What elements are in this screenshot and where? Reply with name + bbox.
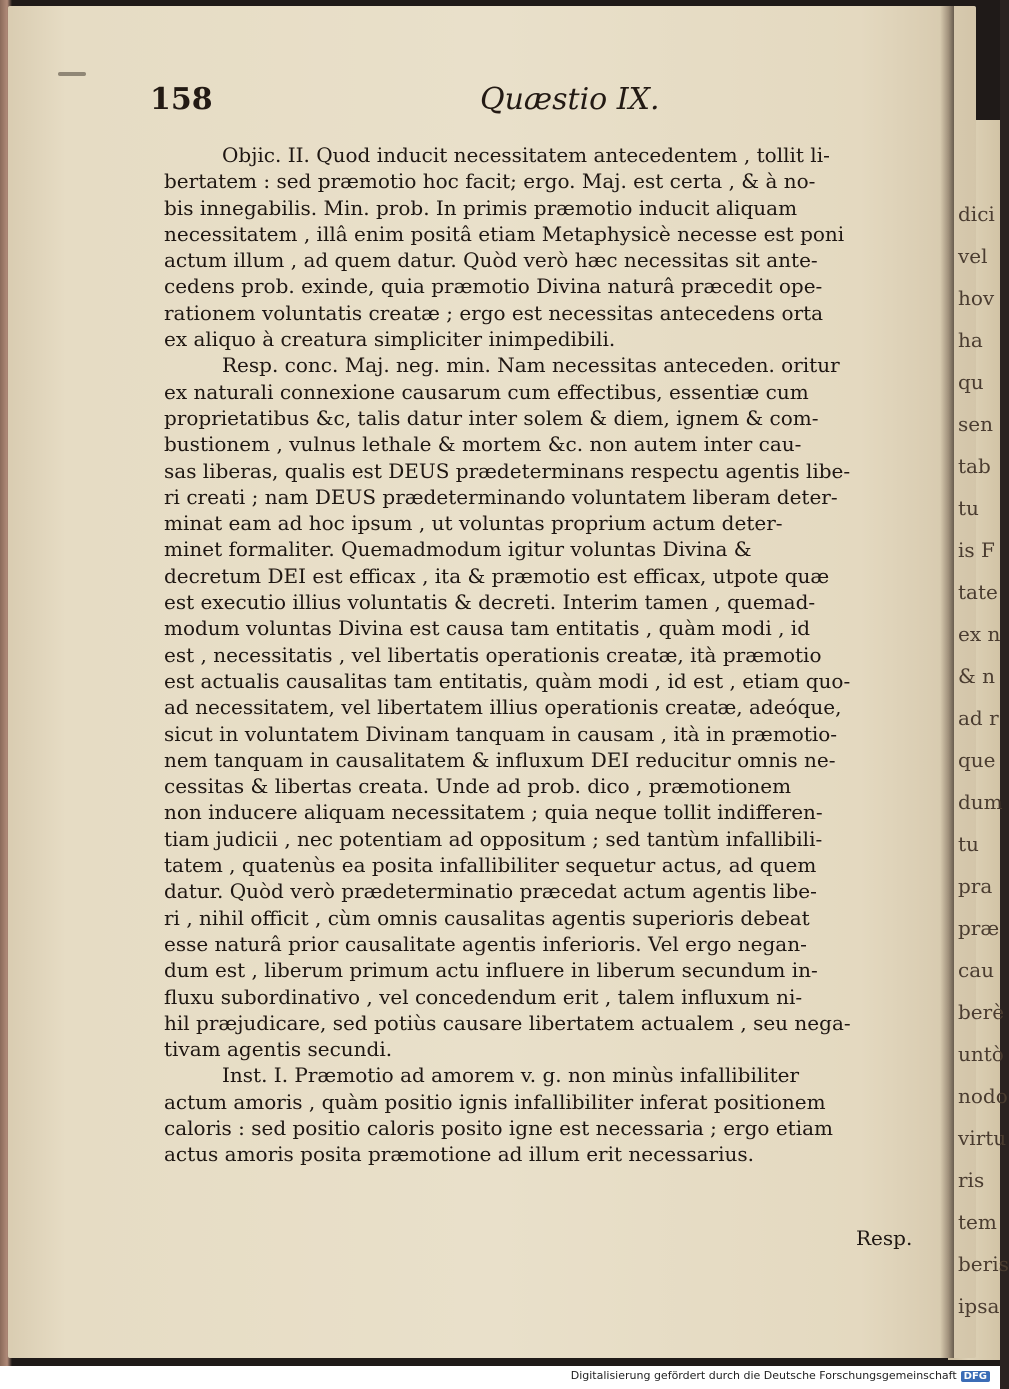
neighbor-fragment: tu <box>958 496 979 520</box>
text-line: cedens prob. exinde, quia præmotio Divina naturâ præcedit ope- <box>164 274 823 299</box>
neighbor-fragment: cau <box>958 958 995 982</box>
text-line: esse naturâ prior causalitate agentis inferioris. Vel ergo negan- <box>164 931 807 956</box>
neighbor-fragment: is F <box>958 538 995 562</box>
paragraph <box>164 352 924 1062</box>
text-line: hil præjudicare, sed potiùs causare libertatem actualem , seu nega- <box>164 1010 851 1035</box>
text-line: datur. Quòd verò prædeterminatio præcedat actum agentis libe- <box>164 879 817 904</box>
text-line: sas liberas, qualis est DEUS prædeterminans respectu agentis libe- <box>164 458 851 483</box>
text-line: Resp. conc. Maj. neg. min. Nam necessitas anteceden. oritur <box>222 353 840 378</box>
text-line: tiam judicii , nec potentiam ad oppositum ; sed tantùm infallibili- <box>164 826 823 851</box>
text-line: est , necessitatis , vel libertatis operationis creatæ, ità præmotio <box>164 642 822 667</box>
neighbor-fragment: ris <box>958 1168 985 1192</box>
text-line: modum voluntas Divina est causa tam entitatis , quàm modi , id <box>164 616 810 641</box>
text-line: Objic. II. Quod inducit necessitatem antecedentem , tollit li- <box>222 143 830 167</box>
text-line: actus amoris posita præmotione ad illum erit necessarius. <box>164 1142 755 1167</box>
neighbor-fragment: nodo <box>958 1084 1008 1108</box>
text-line: actum amoris , quàm positio ignis infallibiliter inferat positionem <box>164 1089 826 1114</box>
neighbor-fragment: beris <box>958 1252 1009 1276</box>
text-line: ex naturali connexione causarum cum effectibus, essentiæ cum <box>164 379 809 404</box>
neighbor-fragment: que <box>958 748 996 772</box>
neighbor-fragment: ex n <box>958 622 1001 646</box>
text-line: bis innegabilis. Min. prob. In primis præmotio inducit aliquam <box>164 195 798 220</box>
text-line: est actualis causalitas tam entitatis, quàm modi , id est , etiam quo- <box>164 668 851 693</box>
text-line: minat eam ad hoc ipsum , ut voluntas proprium actum deter- <box>164 511 783 536</box>
text-line: est executio illius voluntatis & decreti. Interim tamen , quemad- <box>164 590 816 615</box>
neighbor-fragment: ad r <box>958 706 999 730</box>
text-line: tatem , quatenùs ea posita infallibiliter sequetur actus, ad quem <box>164 853 817 878</box>
paragraph <box>164 1062 924 1167</box>
text-line: decretum DEI est efficax , ita & præmotio est efficax, utpote quæ <box>164 563 830 588</box>
neighbor-fragment: ipsa <box>958 1294 1000 1318</box>
text-line: ad necessitatem, vel libertatem illius operationis creatæ, adeóque, <box>164 695 842 720</box>
text-line: actum illum , ad quem datur. Quòd verò hæc necessitas sit ante- <box>164 248 818 273</box>
neighbor-fragment: tab <box>958 454 991 478</box>
neighbor-fragment: sen <box>958 412 993 436</box>
ink-smudge <box>58 72 86 76</box>
text-line: Inst. I. Præmotio ad amorem v. g. non minùs infallibiliter <box>222 1063 800 1088</box>
neighbor-fragment: tate <box>958 580 998 604</box>
text-line: non inducere aliquam necessitatem ; quia neque tollit indifferen- <box>164 800 823 825</box>
neighbor-fragment: dum <box>958 790 1003 814</box>
neighbor-fragment: pra <box>958 874 993 898</box>
text-line: bustionem , vulnus lethale & mortem &c. non autem inter cau- <box>164 432 802 457</box>
text-line: proprietatibus &c, talis datur inter solem & diem, ignem & com- <box>164 405 819 430</box>
funding-credit <box>571 1369 990 1382</box>
neighbor-fragment: & n <box>958 664 996 688</box>
paragraph <box>164 142 924 352</box>
text-line: ri , nihil officit , cùm omnis causalitas agentis superioris debeat <box>164 905 810 930</box>
neighbor-fragment: dici <box>958 202 995 226</box>
text-line: tivam agentis secundi. <box>164 1037 393 1062</box>
neighbor-fragment: berè <box>958 1000 1005 1024</box>
text-line: cessitas & libertas creata. Unde ad prob. dico , præmotionem <box>164 774 792 799</box>
neighbor-fragment: tem <box>958 1210 997 1234</box>
text-line: caloris : sed positio caloris posito igne est necessaria ; ergo etiam <box>164 1115 833 1140</box>
text-line: bertatem : sed præmotio hoc facit; ergo. Maj. est certa , & à no- <box>164 169 816 194</box>
text-line: fluxu subordinativo , vel concedendum erit , talem influxum ni- <box>164 984 803 1009</box>
text-line: sicut in voluntatem Divinam tanquam in causam , ità in præmotio- <box>164 721 838 746</box>
neighbor-fragment: vel <box>958 244 988 268</box>
page-header <box>150 82 940 122</box>
footer-bar <box>0 1366 1000 1389</box>
page-body <box>164 142 924 1168</box>
text-line: rationem voluntatis creatæ ; ergo est necessitas antecedens orta <box>164 300 824 325</box>
neighbor-fragment: ha <box>958 328 983 352</box>
text-line: nem tanquam in causalitatem & influxum DEI reducitur omnis ne- <box>164 747 836 772</box>
binding-shadow <box>940 6 954 1358</box>
catchword: Resp. <box>856 1226 913 1250</box>
text-line: ri creati ; nam DEUS prædeterminando voluntatem liberam deter- <box>164 484 838 509</box>
neighbor-fragment: untò <box>958 1042 1004 1066</box>
neighbor-fragment: tu <box>958 832 979 856</box>
text-line: minet formaliter. Quemadmodum igitur voluntas Divina & <box>164 537 752 562</box>
running-head: Quæstio IX. <box>480 82 660 117</box>
funding-credit-text: Digitalisierung gefördert durch die Deutsche Forschungsgemeinschaft <box>570 1369 957 1382</box>
text-line: ex aliquo à creatura simpliciter inimpedibili. <box>164 327 616 352</box>
neighbor-fragment: præ <box>958 916 1000 940</box>
neighbor-fragment: qu <box>958 370 984 394</box>
neighbor-fragment: hov <box>958 286 995 310</box>
text-line: necessitatem , illâ enim positâ etiam Metaphysicè necesse est poni <box>164 221 845 246</box>
page-number: 158 <box>150 82 213 117</box>
neighbor-fragment: virtu <box>958 1126 1007 1150</box>
text-line: dum est , liberum primum actu influere in liberum secundum in- <box>164 958 818 983</box>
dfg-logo-icon: DFG <box>961 1371 990 1382</box>
